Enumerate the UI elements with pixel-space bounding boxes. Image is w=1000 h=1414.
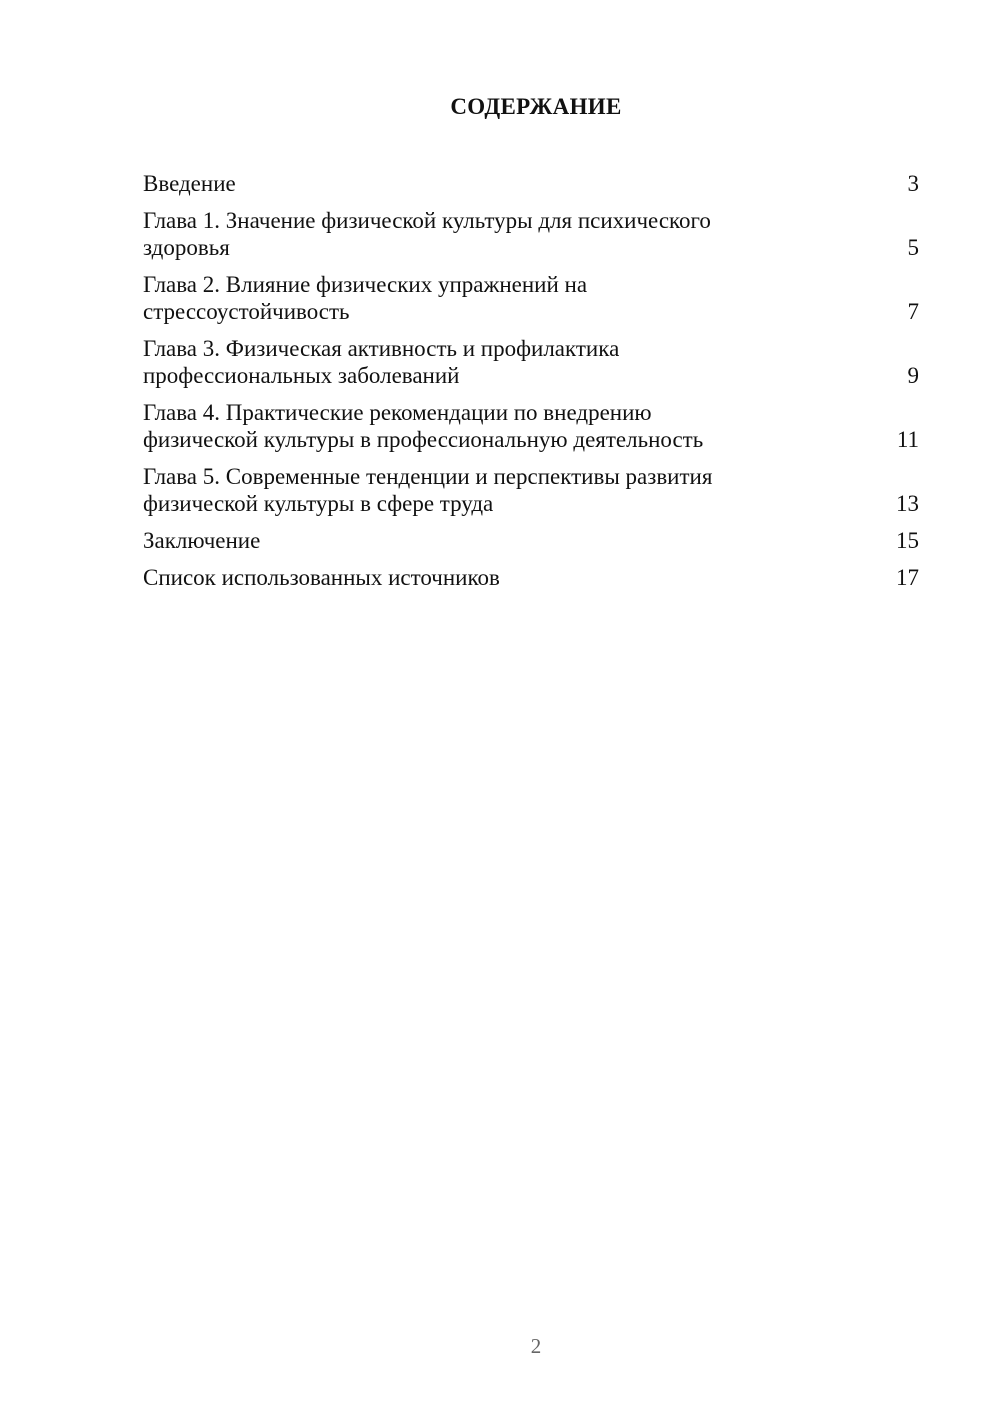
toc-entry-line: Заключение [143,528,261,553]
toc-entry-line: Глава 1. Значение физической культуры для психического [143,208,711,233]
toc-entry-chapter-3 [143,335,919,389]
toc-entry-title [143,527,260,554]
toc-entry-line: Глава 3. Физическая активность и профилактика [143,336,620,361]
table-of-contents [143,170,919,601]
toc-entry-chapter-2 [143,271,919,325]
toc-entry-title [143,170,236,197]
toc-entry-line: физической культуры в сфере труда [143,491,494,516]
toc-entry-page: 13 [896,491,919,516]
page-number: 2 [530,1334,542,1358]
toc-entry-line: физической культуры в профессиональную деятельность [143,427,704,452]
toc-entry-line: Список использованных источников [143,565,500,590]
toc-entry-page: 7 [907,299,919,324]
toc-entry-conclusion [143,527,919,554]
toc-entry-line: Глава 2. Влияние физических упражнений на [143,272,588,297]
toc-entry-line: профессиональных заболеваний [143,363,460,388]
toc-entry-page: 11 [896,427,919,452]
toc-entry-line: стрессоустойчивость [143,299,350,324]
toc-entry-chapter-1 [143,207,919,261]
toc-entry-page: 5 [907,235,919,260]
toc-entry-line: Глава 4. Практические рекомендации по внедрению [143,400,652,425]
toc-entry-page: 15 [896,528,919,553]
toc-entry-references [143,564,919,591]
toc-entry-page: 9 [907,363,919,388]
toc-entry-chapter-4 [143,399,919,453]
toc-entry-line: здоровья [143,235,230,260]
toc-entry-chapter-5 [143,463,919,517]
toc-entry-title [143,335,619,389]
toc-entry-title [143,399,703,453]
toc-entry-introduction [143,170,919,197]
toc-entry-title [143,463,712,517]
page-title: СОДЕРЖАНИЕ [450,94,622,119]
toc-entry-page: 17 [896,565,919,590]
toc-entry-line: Глава 5. Современные тенденции и перспективы развития [143,464,713,489]
toc-entry-page: 3 [907,171,919,196]
toc-entry-line: Введение [143,171,236,196]
toc-entry-title [143,207,711,261]
toc-entry-title [143,271,587,325]
toc-entry-title [143,564,500,591]
